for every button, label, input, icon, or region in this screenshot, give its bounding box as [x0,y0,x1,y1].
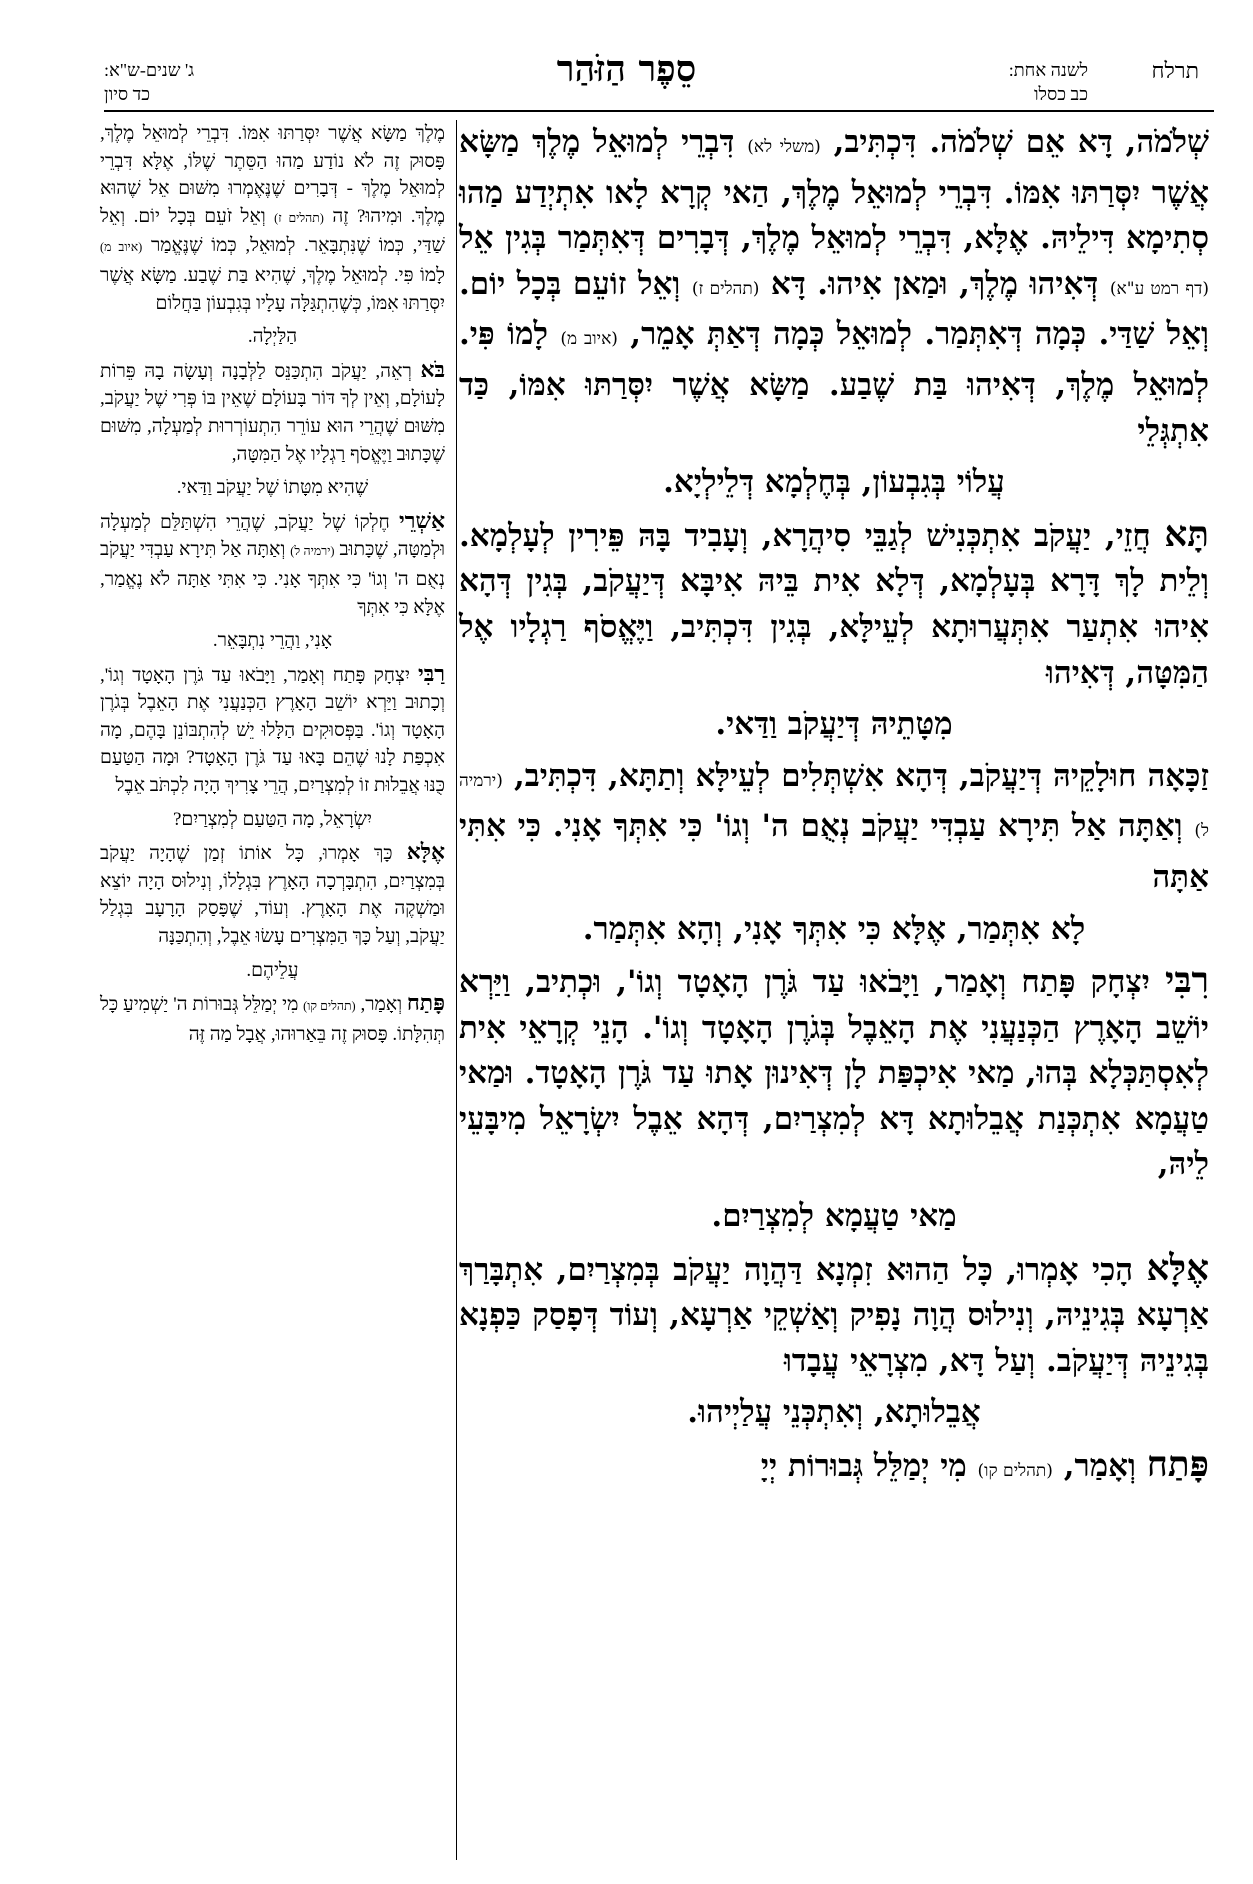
translation-column [100,120,445,1054]
column-divider [456,120,457,1860]
main-paragraph: זַכָּאָה חוּלָקֵיהּ דְּיַעֲקֹב, דְּהָא אִשְׁתְּלִים לְעֵילָּא וְתַתָּא, דִּכְתִּיב, (ירמיה ל) וְאַתָּה אַל תִּירָא עַבְדִּי יַעֲקֹב נְאֻם ה' וְגוֹ' כִּי אִתְּךָ אָנִי. כִּי אִתִּי אַתָּה [459,757,1209,895]
translation-paragraph-end: הַלַּיְלָה. [247,326,298,348]
translation-paragraph-end: עֲלֵיהֶם. [246,959,299,981]
verse-reference: (תהלים ז) [691,278,760,299]
right-schedule-date: כב כסלו [1033,84,1088,104]
page-number: תרלח [1151,58,1199,83]
verse-reference: (ירמיה ל) [290,544,335,559]
verse-reference: (ירמיה ל) [459,770,1209,842]
main-paragraph: רִבִּי יִצְחָק פָּתַח וְאָמַר, וַיָּבֹאוּ עַד גֹּרֶן הָאָטָד וְגוֹ', וּכְתִיב, וַיַּרְא יוֹשֵׁב הָאָרֶץ הַכְּנַעֲנִי אֶת הָאֵבֶל בְּגֹרֶן הָאָטָד וְגוֹ'. הָנֵי קְרָאֵי אִית לְאִסְתַּכְּלָא בְּהוּ, מַאי אִיכְפַּת לָן דְּאִינוּן אָתוּ עַד גֹּרֶן הָאָטָד. וּמַאי טַעֲמָא אִתְכְּנַת אֲבֵלוּתָא דָּא לְמִצְרַיִם, דְּהָא אֵבֶל יִשְׂרָאֵל מִיבָּעֵי לֵיהּ, [459,960,1209,1183]
main-paragraph: פָּתַח וְאָמַר, (תהלים קו) מִי יְמַלֵּל גְּבוּרוֹת יְיָ [760,1444,1209,1486]
translation-paragraph: אֶלָּא כָּךְ אָמְרוּ, כָּל אוֹתוֹ זְמַן שֶׁהָיָה יַעֲקֹב בְּמִצְרַיִם, הִתְבָּרְכָה הָאָרֶץ בִּגְלָלוֹ, וְנִילוּס הָיָה יוֹצֵא וּמַשְׁקֶה אֶת הָאָרֶץ. וְעוֹד, שֶׁפָּסַק הָרָעָב בִּגְלַל יַעֲקֹב, וְעַל כָּךְ הַמִּצְרִים עָשׂוּ אֵבֶל, וְהִתְכַּנָּה [100,840,445,948]
header-rule [104,110,1214,112]
opening-word: רַבִּי [418,661,445,686]
opening-word: אַשְׁרֵי [399,508,445,533]
translation-paragraph: מֶלֶךְ מַשָּׂא אֲשֶׁר יִסְּרַתּוּ אִמּוֹ. דִּבְרֵי לְמוּאֵל מֶלֶךְ, פָּסוּק זֶה לֹא נוֹדַע מַהוּ הַסֵּתֶר שֶׁלּוֹ, אֶלָּא דִּבְרֵי לְמוּאֵל מֶלֶךְ - דְּבָרִים שֶׁנֶּאֶמְרוּ מִשּׁוּם אֵל שֶׁהוּא מֶלֶךְ. וּמִיהוּ? זֶה (תהלים ז) וְאֵל זֹעֵם בְּכָל יוֹם. וְאֵל שַׁדַּי, כְּמוֹ שֶׁנִּתְבָּאֵר. לְמוּאֵל, כְּמוֹ שֶׁנֶּאֱמַר (איוב מ) לָמוֹ פִּי. לְמוּאֵל מֶלֶךְ, שֶׁהִיא בַּת שֶׁבַע. מַשָּׂא אֲשֶׁר יִסְּרַתּוּ אִמּוֹ, כְּשֶׁהִתְגַּלָּה עָלָיו בְּגִבְעוֹן בַּחֲלוֹם [100,123,445,314]
translation-paragraph: פָּתַח וְאָמַר, (תהלים קו) מִי יְמַלֵּל גְּבוּרוֹת ה' יַשְׁמִיעַ כָּל תְּהִלָּתוֹ. פָּסוּק זֶה בֵּאַרוּהוּ, אֲבָל מַה זֶּה [100,991,446,1045]
translation-paragraph-end: אָנִי, וַהֲרֵי נִתְבָּאֵר. [212,630,333,652]
main-text-column [459,120,1209,1501]
opening-word: פָּתַח [1146,1444,1209,1486]
opening-word: תָּא [1164,513,1209,555]
opening-word: פָּתַח [406,991,446,1016]
translation-paragraph: רַבִּי יִצְחָק פָּתַח וְאָמַר, וַיָּבֹאוּ עַד גֹּרֶן הָאָטָד וְגוֹ', וְכָתוּב וַיַּרְא יוֹשֵׁב הָאָרֶץ הַכְּנַעֲנִי אֶת הָאֵבֶל בְּגֹרֶן הָאָטָד וְגוֹ'. בַּפְּסוּקִים הַלָּלוּ יֵשׁ לְהִתְבּוֹנֵן בָּהֶם, מָה אִכְפַּת לָנוּ שֶׁהֵם בָּאוּ עַד גֹּרֶן הָאָטָד? וּמָה הַטַּעַם כֻּנּוּ אֲבֵלוּת זוֹ לְמִצְרַיִם, הֲרֵי צָרִיךְ הָיָה לִכְתֹּב אֵבֶל [100,661,445,797]
main-paragraph: תָּא חֲזֵי, יַעֲקֹב אִתְכְּנִישׁ לְגַבֵּי סִיהֲרָא, וְעָבִיד בָּהּ פֵּירִין לְעָלְמָא. וְלֵית לָךְ דָּרָא בְּעָלְמָא, דְּלָא אִית בֵּיהּ אִיבָּא דְּיַעֲקֹב, בְּגִין דְּהָא אִיהוּ אִתְעַר אִתְּעֲרוּתָא לְעֵילָּא, בְּגִין דִּכְתִּיב, וַיֶּאֱסֹף רַגְלָיו אֶל הַמִּטָּה, דְּאִיהוּ [459,513,1209,691]
translation-paragraph: אַשְׁרֵי חֶלְקוֹ שֶׁל יַעֲקֹב, שֶׁהֲרֵי הִשְׁתַּלֵּם לְמַעְלָה וּלְמַטָּה, שֶׁכָּתוּב (ירמיה ל) וְאַתָּה אַל תִּירָא עַבְדִּי יַעֲקֹב נְאֻם ה' וְגוֹ' כִּי אִתְּךָ אָנִי. כִּי אִתִּי אַתָּה לֹא נֶאֱמַר, אֶלָּא כִּי אִתְּךָ [100,508,445,618]
opening-word: בֹּא [420,357,445,382]
main-paragraph-end: אֲבֵלוּתָא, וְאִתְכְּנֵי עֲלַיְיהוּ. [687,1394,981,1431]
page-title: סֵפֶר הַזֹּהַר [556,48,697,90]
translation-paragraph-end: שֶׁהִיא מִטָּתוֹ שֶׁל יַעֲקֹב וַדַּאי. [176,477,369,499]
left-schedule-label: ג' שנים-ש"א: [104,60,195,80]
verse-reference: (איוב מ) [560,329,618,350]
verse-reference: (תהלים ז) [274,210,324,225]
right-schedule-label: לשנה אחת: [1008,60,1088,80]
opening-word: אֶלָּא [1146,1247,1209,1289]
verse-reference: (תהלים קו) [977,1461,1053,1482]
main-paragraph-end: לָא אִתְּמַר, אֶלָּא כִּי אִתְּךָ אָנִי, וְהָא אִתְּמַר. [582,910,1086,947]
main-paragraph-end: עֲלוֹי בְּגִבְעוֹן, בְּחֶלְמָא דְּלֵילְיָא. [663,464,1005,501]
verse-reference: (תהלים קו) [303,999,356,1014]
main-paragraph: אֶלָּא הָכִי אָמְרוּ, כָּל הַהוּא זִמְנָא דַּהֲוָה יַעֲקֹב בְּמִצְרַיִם, אִתְבָּרַךְ אַרְעָא בְּגִינֵיהּ, וְנִילוּס הֲוָה נָפִיק וְאַשְׁקֵי אַרְעָא, וְעוֹד דְּפָסַק כַּפְנָא בְּגִינֵיהּ דְּיַעֲקֹב. וְעַל דָּא, מִצְרָאֵי עֲבָדוּ [459,1247,1209,1379]
opening-word: אֶלָּא [406,840,445,865]
main-paragraph-end: מִטָּתֵיהּ דְּיַעֲקֹב וַדַּאי. [715,706,953,743]
left-schedule [104,58,194,106]
translation-paragraph-end: יִשְׂרָאֵל, מָה הַטַּעַם לְמִצְרַיִם? [173,808,372,830]
left-schedule-date: כד סיון [104,84,151,104]
translation-paragraph: בֹּא רְאֵה, יַעֲקֹב הִתְכַּנֵּס לַלְּבָנָה וְעָשָׂה בָהּ פֵּרוֹת לָעוֹלָם, וְאֵין לְךָ דּוֹר בָּעוֹלָם שֶׁאֵין בּוֹ פְּרִי שֶׁל יַעֲקֹב, מִשּׁוּם שֶׁהֲרֵי הוּא עוֹרֵר הִתְעוֹרְרוּת לְמַעְלָה, מִשּׁוּם שֶׁכָּתוּב וַיֶּאֱסֹף רַגְלָיו אֶל הַמִּטָּה, [100,357,445,465]
main-paragraph: שְׁלֹמֹה, דָּא אֵם שְׁלֹמֹה. דִּכְתִּיב, (משלי לא) דִּבְרֵי לְמוּאֵל מֶלֶךְ מַשָּׂא אֲשֶׁר יִסְּרַתּוּ אִמּוֹ. דִּבְרֵי לְמוּאֵל מֶלֶךְ, הַאי קְרָא לָאו אִתְיְדַע מַהוּ סְתִימָא דִּילֵיהּ. אֶלָּא, דִּבְרֵי לְמוּאֵל מֶלֶךְ, דְּבָרִים דְּאִתְּמַר בְּגִין אֵל (דף רמט ע"א) דְּאִיהוּ מֶלֶךְ, וּמַאן אִיהוּ. דָּא (תהלים ז) וְאֵל זוֹעֵם בְּכָל יוֹם. וְאֵל שַׁדַּי. כְּמָה דְּאִתְּמַר. לְמוּאֵל כְּמָה דְּאַתְּ אָמֵר, (איוב מ) לָמוֹ פִּי. לְמוּאֵל מֶלֶךְ, דְּאִיהוּ בַּת שֶׁבַע. מַשָּׂא אֲשֶׁר יִסְּרַתּוּ אִמּוֹ, כַּד אִתְגְּלֵי [459,124,1210,449]
opening-word: רִבִּי [1164,960,1209,1002]
verse-reference: (משלי לא) [747,137,821,157]
verse-reference: (דף רמט ע"א) [1109,278,1210,299]
main-paragraph-end: מַאי טַעֲמָא לְמִצְרַיִם. [711,1198,957,1235]
verse-reference: (איוב מ) [100,240,143,255]
